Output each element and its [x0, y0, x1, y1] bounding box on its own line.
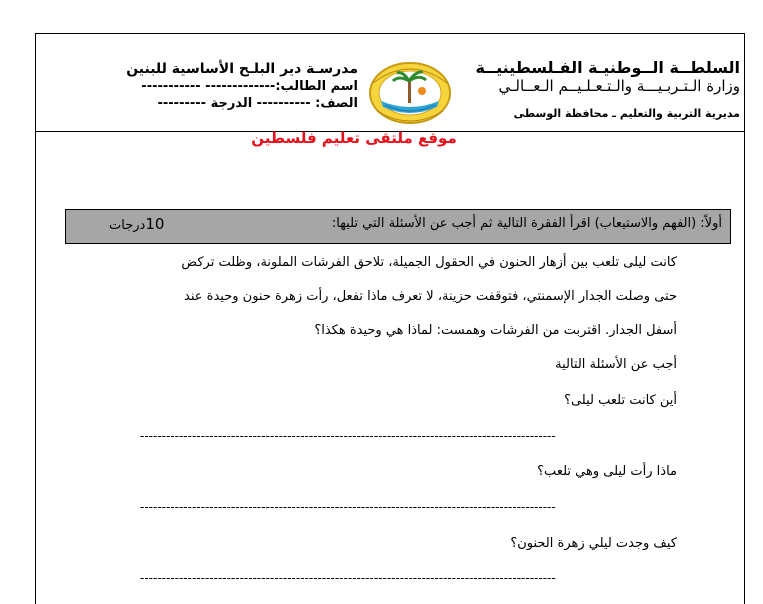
answer-line-2: ------------------------------------------------------------------------------------------------	[140, 500, 556, 514]
section-score	[109, 215, 164, 233]
section-instruction: أولاً: (الفهم والاستيعاب) اقرأ الفقرة التالية ثم أجب عن الأسئلة التي تليها:	[331, 216, 722, 231]
passage-line: كانت ليلى تلعب بين أزهار الحنون في الحقول الجميلة، تلاحق الفرشات الملونة، وظلت تركض	[181, 255, 677, 270]
question-3: كيف وجدت ليلي زهرة الحنون؟	[510, 536, 677, 551]
score-number: 10	[145, 215, 165, 233]
ministry-name: وزارة الـتـربـيـــة والـتـعـلـيــم الـعــالـي	[498, 77, 740, 95]
school-emblem-icon	[367, 61, 453, 125]
answer-line-3: ------------------------------------------------------------------------------------------------	[140, 571, 556, 585]
question-2: ماذا رأت ليلى وهي تلعب؟	[537, 464, 677, 479]
question-1: أين كانت تلعب ليلى؟	[564, 393, 677, 408]
worksheet-page	[35, 33, 745, 604]
passage-line: أسفل الجدار. اقتربت من الفرشات وهمست: لماذا هي وحيدة هكذا؟	[314, 323, 677, 338]
score-unit: درجات	[109, 218, 146, 233]
school-name: مدرسـة دير البلـح الأساسية للبنين	[126, 61, 358, 77]
site-title: موقع ملتقى تعليم فلسطين	[251, 129, 457, 147]
section-header	[65, 209, 731, 244]
student-name-field: اسم الطالب:------------- -----------	[141, 79, 358, 94]
passage-line: حتى وصلت الجدار الإسمنتي، فتوقفت حزينة، لا تعرف ماذا تفعل، رأت زهرة حنون وحيدة عند	[184, 289, 677, 304]
header-school-block	[58, 60, 358, 112]
class-grade-field: الصف: ---------- الدرجة ---------	[157, 96, 358, 111]
answer-line-1: ------------------------------------------------------------------------------------------------	[140, 429, 556, 443]
directorate-name: مديرية التربية والتعليم ـ محافظة الوسطى	[513, 107, 740, 120]
document-header	[36, 34, 744, 132]
authority-name: السلطــة الــوطنيـة الفـلسطينيــة	[475, 58, 740, 77]
header-authority-block	[450, 58, 740, 120]
questions-heading: أجب عن الأسئلة التالية	[555, 357, 677, 372]
